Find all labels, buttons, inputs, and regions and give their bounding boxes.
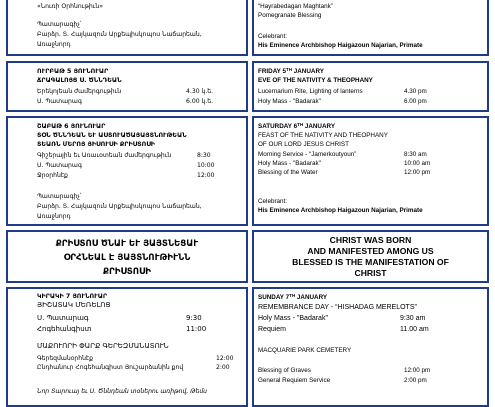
title-en: OF OUR LORD JESUS CHRIST — [258, 141, 349, 148]
greeting-line-hy: ՔՐԻՍՏՈՍԻ — [103, 267, 151, 277]
blessing-title-hy: «Նուռի Օրհնութիւն» — [37, 3, 103, 10]
block-left-greeting — [6, 230, 248, 283]
row-label: General Requiem Service — [258, 377, 331, 384]
date-hy: ՈՒՐԲԱԹ 5 ՅՈՒՆՈՒԱՐ — [37, 68, 109, 75]
greeting-line-hy: ՕՐՀՆԵԱԼ Է ՅԱՅՏՆՈՒԹԻՒՆՆ — [63, 253, 191, 263]
block-right-1 — [252, 0, 489, 56]
row-label: Ս. Պատարագ — [37, 98, 82, 105]
row-time: 2:00 pm — [404, 377, 427, 384]
row-label: Երեկոյեան ժամերգութիւն — [37, 88, 122, 95]
row-label: Գիշերային եւ Առաւօտեան ժամերգութիւն — [37, 152, 172, 159]
date-en: SATURDAY 6TH JANUARY — [258, 122, 336, 130]
row-label: Ս. Պատարագ — [37, 162, 82, 169]
row-label: Blessing of Graves — [258, 367, 311, 374]
greeting-line-hy: ՔՐԻՍՏՈՍ ԾՆԱՒ ԵՒ ՅԱՅՏՆԵՑԱՒ — [55, 239, 199, 249]
date-en: SUNDAY 7TH JANUARY — [258, 293, 328, 301]
celebrant-name-hy: Բարձր. Տ. Հայկազուն Արքեպիսկոպոս Նաճարեան, — [37, 203, 202, 210]
celebrant-label-en: Celebrant: — [258, 33, 288, 40]
row-time: 12:00 — [197, 172, 215, 179]
greeting-line-en: BLESSED IS THE MANIFESTATION OF — [292, 257, 449, 267]
row-label: Հոգեհանգիստ — [37, 325, 92, 333]
greeting-line-en: CHRIST — [354, 268, 387, 278]
greeting-line-en: AND MANIFESTED AMONG US — [307, 246, 434, 256]
row-time: 8:30 — [197, 152, 211, 159]
cemetery-en: MACQUARIE PARK CEMETERY — [258, 347, 352, 354]
block-right-greeting — [252, 230, 489, 283]
celebrant-name-hy: Բարձր. Տ. Հայկազուն Արքեպիսկոպոս Նաճարեան, — [37, 31, 202, 38]
row-time: 12:00 pm — [404, 169, 431, 176]
row-label: Requiem — [258, 326, 287, 333]
row-label: Lucernarium Rite, Lighting of lanterns — [258, 88, 363, 95]
row-label: Գերեզմանօրհնէք — [37, 355, 94, 362]
greeting-line-en: CHRIST WAS BORN — [329, 235, 412, 245]
block-left-saturday — [6, 116, 248, 226]
row-label: Holy Mass - "Badarak" — [258, 315, 328, 322]
celebrant-label-en: Celebrant: — [258, 198, 288, 205]
row-time: 8:30 am — [404, 151, 427, 158]
title-hy: ՏԵԱՌՆ ՄԵՐՈՅ ՅԻՍՈՒՍԻ ՔՐԻՍՏՈՍԻ — [37, 141, 155, 148]
row-time: 12:00 — [216, 355, 234, 362]
celebrant-label-hy: Պատարագիչ՝ — [37, 193, 82, 200]
celebrant-title-hy: Առաջնորդ — [37, 213, 71, 220]
block-right-sunday — [252, 287, 489, 407]
blessing-subtitle-en: Pomegranate Blessing — [258, 12, 322, 19]
block-right-saturday — [252, 116, 489, 226]
row-label: Holy Mass - "Badarak" — [258, 98, 321, 105]
block-left-1 — [6, 0, 248, 56]
title-en: REMEMBRANCE DAY - “HISHADAG MERELOTS” — [258, 304, 417, 311]
block-left-friday — [6, 61, 248, 112]
row-time: 12:00 pm — [404, 367, 431, 374]
date-en: FRIDAY 5TH JANUARY — [258, 67, 324, 75]
celebrant-name-en: His Eminence Archbishop Haigazoun Najarian, Primate — [258, 207, 423, 214]
row-time: 11.00 am — [400, 326, 429, 333]
row-label: Ջրօրհնէք — [37, 172, 68, 179]
celebrant-name-en: His Eminence Archbishop Haigazoun Najarian, Primate — [258, 42, 423, 49]
row-label: Morning Service - “Jamerkoutyoun” — [258, 151, 357, 158]
title-en: EVE OF THE NATIVITY & THEOPHANY — [258, 77, 373, 84]
title-en: FEAST OF THE NATIVITY AND THEOPHANY — [258, 132, 388, 139]
title-hy: ՏՕՆ ԾՆՆԴԵԱՆ ԵՒ ԱՍՏՈՒԱԾԱՅԱՅՏՆՈՒԹԵԱՆ — [37, 132, 187, 139]
celebrant-title-hy: Առաջնորդ — [37, 41, 71, 48]
row-time: 10:00 am — [404, 160, 431, 167]
row-time: 2:00 — [216, 364, 230, 371]
row-label: Blessing of the Water — [258, 169, 318, 176]
date-hy: ՇԱԲԱԹ 6 ՅՈՒՆՈՒԱՐ — [37, 123, 106, 130]
row-time: 4.30 կ.ե. — [186, 88, 214, 95]
row-time: 6.00 կ.ե. — [186, 98, 214, 105]
title-hy: ՅԻՇԱՏԱԿ ՄԵՌԵԼՈՑ — [37, 301, 111, 309]
row-label: Holy Mass - "Badarak" — [258, 160, 321, 167]
row-label: Ս. Պատարագ — [37, 314, 89, 322]
block-left-sunday — [6, 287, 248, 407]
title-hy: ՃՐԱԳԱԼՈՅՑ Ս. ԾՆՆԴԵԱՆ — [37, 77, 122, 84]
date-hy: ԿԻՐԱԿԻ 7 ՅՈՒՆՈՒԱՐ — [37, 293, 108, 300]
row-time: 9:30 — [186, 314, 202, 322]
block-right-friday — [252, 61, 489, 112]
row-time: 4.30 pm — [404, 88, 427, 95]
row-time: 10:00 — [197, 162, 215, 169]
row-time: 6.00 pm — [404, 98, 427, 105]
cemetery-hy: ՄԱՔՈՒՈՐԻ ՓԱՐՔ ԳԵՐԵԶՄԱՆԱՏՈՒՆ — [37, 342, 169, 350]
row-label: Ընդհանուր Հոգեհանգիստ Յուշարձանին քով — [37, 364, 184, 371]
row-time: 9:30 am — [400, 315, 426, 322]
row-time: 11:00 — [186, 325, 207, 333]
footer-note-hy: Նոր Տարուայ եւ Ս. Ծննդեան տօներու առիթով, Թեմս — [37, 388, 208, 395]
blessing-title-en: “Hayrabedagan Maghtank” — [258, 3, 333, 10]
celebrant-label-hy: Պատարագիչ՝ — [37, 21, 82, 28]
